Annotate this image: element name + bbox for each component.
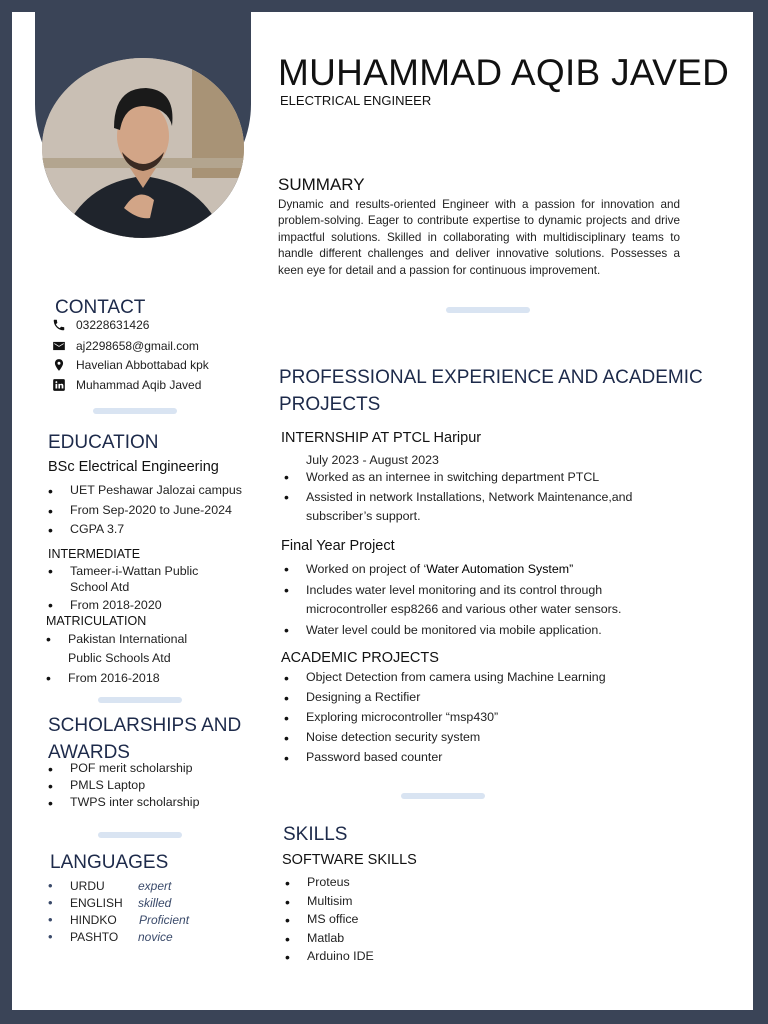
candidate-name: MUHAMMAD AQIB JAVED (278, 52, 730, 93)
scholarships-list (46, 761, 246, 812)
list-item: • Worked as an internee in switching department PTCL (282, 468, 682, 488)
language-name: URDU (70, 879, 105, 893)
bullet: • (48, 895, 53, 910)
candidate-role: ELECTRICAL ENGINEER (280, 93, 432, 108)
contact-phone (52, 318, 149, 332)
list-item: • Tameer-i-Wattan Public School Atd (46, 563, 231, 595)
contact-location-text: Havelian Abbottabad kpk (76, 358, 209, 372)
list-item: • POF merit scholarship (46, 761, 246, 778)
language-name: HINDKO (70, 913, 117, 927)
education-degree: BSc Electrical Engineering (48, 459, 219, 475)
linkedin-icon (52, 378, 66, 392)
fyp-project-name: Water Automation System” (426, 562, 574, 576)
list-item: • Password based counter (282, 750, 682, 770)
experience-heading-line1: PROFESSIONAL EXPERIENCE AND ACADEMIC (279, 367, 703, 388)
fyp-list (282, 560, 682, 640)
list-item: • Matlab (283, 931, 483, 950)
separator (98, 832, 182, 838)
list-item: • TWPS inter scholarship (46, 795, 246, 812)
separator (401, 793, 485, 799)
scholarships-heading-line2: AWARDS (48, 742, 130, 763)
matriculation-list (44, 630, 214, 688)
contact-location (52, 358, 209, 372)
contact-linkedin (52, 378, 201, 392)
language-level: Proficient (139, 913, 190, 927)
separator (98, 697, 182, 703)
list-item: • Assisted in network Installations, Network Maintenance,and subscriber’s support. (282, 488, 682, 527)
fyp-item-prefix: Worked on project of ‘ (306, 562, 427, 576)
intermediate-heading: INTERMEDIATE (48, 547, 141, 561)
contact-email-text: aj2298658@gmail.com (76, 339, 199, 353)
list-item: • Noise detection security system (282, 730, 682, 750)
list-item: • From 2018-2020 (46, 597, 231, 613)
separator (93, 408, 177, 414)
list-item: • Arduino IDE (283, 949, 483, 968)
summary-text: Dynamic and results-oriented Engineer with a passion for innovation and problem-solving. Eager to contribute expertise to dynamic projects and drive impactful solutions. Skilled in collaborating with multidisciplinary teams to handle different challenges and deliver innovative solutions. Possesses a keen eye for detail and a passion for continuous improvement. (278, 198, 680, 277)
academic-projects-title: ACADEMIC PROJECTS (281, 650, 439, 666)
phone-icon (52, 318, 66, 332)
list-item: • Water level could be monitored via mobile application. (282, 621, 682, 641)
email-icon (52, 339, 66, 353)
scholarships-heading (48, 712, 241, 766)
list-item: • From 2016-2018 (44, 669, 214, 688)
education-degree-list (46, 483, 246, 542)
list-item: • Includes water level monitoring and its control through microcontroller esp8266 and various other water sensors. (282, 581, 682, 620)
profile-photo (42, 58, 244, 238)
scholarships-heading-line1: SCHOLARSHIPS AND (48, 715, 242, 736)
contact-email (52, 339, 199, 353)
profile-photo-illustration (42, 58, 244, 238)
contact-phone-text: 03228631426 (76, 318, 150, 332)
list-item: • Object Detection from camera using Machine Learning (282, 670, 682, 690)
separator (446, 307, 530, 313)
experience-heading-line2: PROJECTS (279, 394, 381, 415)
experience-heading (279, 364, 703, 418)
language-level: novice (138, 930, 173, 944)
list-item: • Exploring microcontroller “msp430” (282, 710, 682, 730)
fyp-title: Final Year Project (281, 538, 395, 554)
list-item: • Pakistan International Public Schools Atd (44, 630, 214, 668)
list-item: • Designing a Rectifier (282, 690, 682, 710)
bullet: • (48, 929, 53, 944)
language-level: expert (138, 879, 172, 893)
internship-list (282, 468, 682, 527)
contact-linkedin-text: Muhammad Aqib Javed (76, 378, 202, 392)
contact-heading: CONTACT (55, 297, 146, 318)
list-item: • UET Peshawar Jalozai campus (46, 483, 246, 503)
bullet: • (48, 912, 53, 927)
language-level: skilled (138, 896, 172, 910)
matriculation-heading: MATRICULATION (46, 614, 147, 628)
bullet: • (48, 878, 53, 893)
list-item: • CGPA 3.7 (46, 522, 246, 542)
skills-heading: SKILLS (283, 824, 348, 845)
list-item: • Multisim (283, 894, 483, 913)
intermediate-list (46, 563, 231, 613)
list-item: • Proteus (283, 875, 483, 894)
list-item: • MS office (283, 912, 483, 931)
internship-title: INTERNSHIP AT PTCL Haripur (281, 430, 482, 446)
software-skills-title: SOFTWARE SKILLS (282, 852, 417, 868)
list-item: • From Sep-2020 to June-2024 (46, 503, 246, 523)
software-skills-list (283, 875, 483, 968)
language-name: PASHTO (70, 930, 119, 944)
list-item: • PMLS Laptop (46, 778, 246, 795)
location-pin-icon (52, 358, 66, 372)
languages-heading: LANGUAGES (50, 852, 169, 873)
internship-dates: July 2023 - August 2023 (306, 453, 439, 467)
list-item (282, 560, 682, 580)
summary-heading: SUMMARY (278, 175, 365, 194)
language-name: ENGLISH (70, 896, 123, 910)
academic-projects-list (282, 670, 682, 770)
education-heading: EDUCATION (48, 432, 159, 453)
resume-page (12, 12, 753, 1010)
